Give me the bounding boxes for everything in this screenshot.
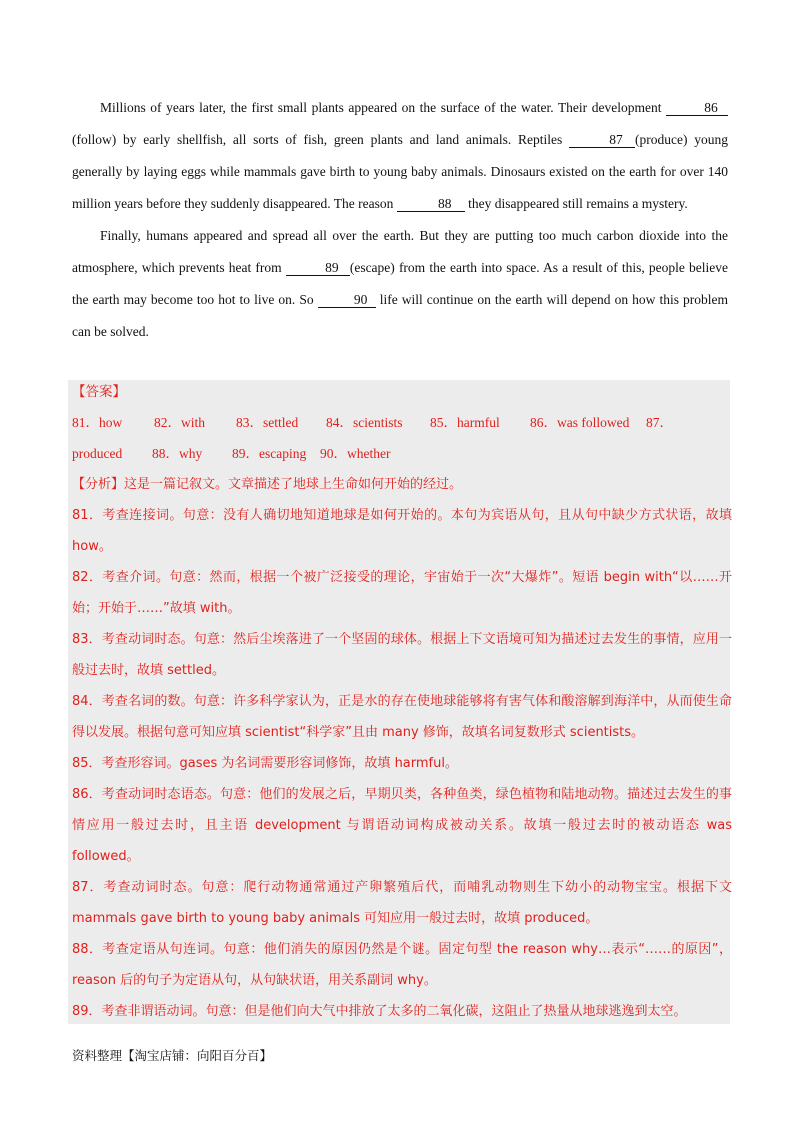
note-81: 81．考查连接词。句意：没有人确切地知道地球是如何开始的。本句为宾语从句，且从句中缺少方式状语，故填 how。: [72, 508, 732, 554]
passage-paragraph-2: Finally, humans appeared and spread all over the earth. But they are putting too much carbon dioxide into the atmosphere, which prevents heat from 89 (escape) from the earth into space. As a result of this, people believe the earth may become too hot to live on. So 90 life will continue on the earth will depend on how this problem can be solved.: [72, 228, 729, 339]
blank-86: 86: [666, 100, 728, 116]
answer-81: 81．how: [72, 415, 123, 430]
analysis-heading: 【分析】这是一篇记叙文。文章描述了地球上生命如何开始的经过。: [72, 477, 463, 492]
note-88: 88．考查定语从句连词。句意：他们消失的原因仍然是个谜。固定句型 the reason why…表示“……的原因”，reason 后的句子为定语从句，从句缺状语，用关系副词 why。: [72, 942, 732, 988]
answer-85: 85．harmful: [430, 415, 500, 430]
answer-88: 88．why: [152, 446, 203, 461]
answer-87-number: 87．: [646, 415, 673, 430]
blank-89: 89: [286, 260, 350, 276]
answer-title: 【答案】: [72, 384, 126, 399]
blank-87: 87: [569, 132, 635, 148]
answer-86: 86．was followed: [530, 415, 630, 430]
answer-line-2: [72, 438, 732, 469]
blank-90: 90: [318, 292, 376, 308]
note-86: 86．考查动词时态语态。句意：他们的发展之后，早期贝类，各种鱼类，绿色植物和陆地动物。描述过去发生的事情应用一般过去时，且主语 development 与谓语动词构成被动关系。故填一般过去时的被动语态 was followed。: [72, 787, 732, 864]
answer-83: 83．settled: [236, 415, 299, 430]
passage-paragraph-1: Millions of years later, the first small plants appeared on the surface of the water. Their development 86 (follow) by early shellfish, all sorts of fish, green plants and land animals. Reptiles 87 (produce) young generally by laying eggs while mammals gave birth to young baby animals. Dinosaurs existed on the earth for over 140 million years before they suddenly disappeared. The reason 88 they disappeared still remains a mystery.: [72, 100, 728, 211]
blank-88: 88: [397, 196, 465, 212]
answer-89: 89．escaping: [232, 446, 307, 461]
answer-line-1: [72, 407, 732, 438]
note-85: 85．考查形容词。gases 为名词需要形容词修饰，故填 harmful。: [72, 756, 458, 771]
note-82: 82．考查介词。句意：然而，根据一个被广泛接受的理论，宇宙始于一次“大爆炸”。短语 begin with“以……开始；开始于……”故填 with。: [72, 570, 732, 616]
passage: [72, 92, 728, 348]
answer-90: 90．whether: [320, 446, 391, 461]
note-84: 84．考查名词的数。句意：许多科学家认为，正是水的存在使地球能够将有害气体和酸溶解到海洋中，从而使生命得以发展。根据句意可知应填 scientist“科学家”且由 many 修饰，故填名词复数形式 scientists。: [72, 694, 732, 740]
answer-section: [72, 376, 732, 1027]
answer-82: 82．with: [154, 415, 206, 430]
answer-84: 84．scientists: [326, 415, 403, 430]
answer-87: produced: [72, 446, 123, 461]
note-89: 89．考查非谓语动词。句意：但是他们向大气中排放了太多的二氧化碳，这阻止了热量从地球逃逸到太空。: [72, 1004, 687, 1019]
note-83: 83．考查动词时态。句意：然后尘埃落进了一个坚固的球体。根据上下文语境可知为描述过去发生的事情，应用一般过去时，故填 settled。: [72, 632, 732, 678]
footer-source: 资料整理【淘宝店铺：向阳百分百】: [72, 1048, 273, 1063]
note-87: 87．考查动词时态。句意：爬行动物通常通过产卵繁殖后代，而哺乳动物则生下幼小的动物宝宝。根据下文 mammals gave birth to young baby animals 可知应用一般过去时，故填 produced。: [72, 880, 732, 926]
